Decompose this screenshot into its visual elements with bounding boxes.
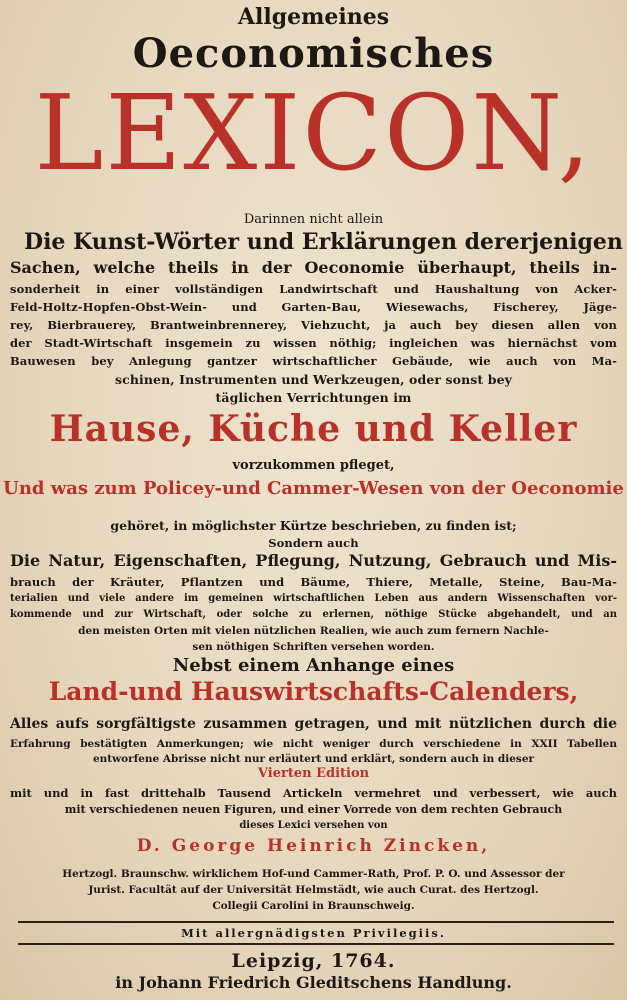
body3-line-6: kommende und zur Wirtschaft, oder solche zu erlernen, nöthige Stücke abgehandelt, und an [10,609,617,620]
title-line-oeconomisches: Oeconomisches [132,30,495,77]
nebst-line: Nebst einem Anhange eines [172,655,455,676]
divider-bottom [18,943,614,945]
body3-line-7: den meisten Orten mit vielen nützlichen Realien, wie auch zum fernern Nachle- [78,625,549,637]
body4-line-1: Alles aufs sorgfältigste zusammen getragen, und mit nützlichen durch die [10,716,617,732]
author-name: D. George Heinrich Zincken, [136,836,491,856]
author-titles-line-1: Hertzogl. Braunschw. wirklichem Hof-und Cammer-Rath, Prof. P. O. und Assessor der [62,868,565,880]
body3-line-2: Sondern auch [268,536,359,550]
body3-line-3: Die Natur, Eigenschaften, Pflegung, Nutzung, Gebrauch und Mis- [10,551,617,570]
author-titles-line-3: Collegii Carolini in Braunschweig. [212,900,415,912]
body1-line-8: schinen, Instrumenten und Werkzeugen, oder sonst bey [114,372,513,387]
body4-line-3: entworfene Abrisse nicht nur erläutert und erklärt, sondern auch in dieser [92,753,535,765]
author-titles-line-2: Jurist. Facultät auf der Universität Helmstädt, wie auch Curat. des Hertzogl. [88,884,539,896]
body1-line-9: täglichen Verrichtungen im [215,390,412,405]
body1-line-6: der Stadt-Wirtschaft insgemein zu wissen nöthig; ingleichen was hiernächst vom [10,336,617,350]
red-heading-hause-kueche-keller: Hause, Küche und Keller [49,408,578,450]
body5-line-3: dieses Lexici versehen von [239,820,388,831]
body1-line-4: Feld-Holtz-Hopfen-Obst-Wein- und Garten-Bau, Wiesewachs, Fischerey, Jäge- [10,300,617,314]
imprint-place-year: Leipzig, 1764. [231,950,396,972]
body5-line-1: mit und in fast drittehalb Tausend Artickeln vermehret und verbessert, wie auch [10,786,617,800]
body1-line-1: Die Kunst-Wörter und Erklärungen dererjenigen [24,229,623,255]
privilege-text: Mit allergnädigsten Privilegiis. [181,926,446,940]
title-line-allgemeines: Allgemeines [237,4,390,30]
body3-line-1: gehöret, in möglichster Kürtze beschrieben, zu finden ist; [110,518,517,533]
red-heading-calenders: Land-und Hauswirtschafts-Calenders, [48,677,579,706]
body5-line-2: mit verschiedenen neuen Figuren, und einer Vorrede von dem rechten Gebrauch [64,803,563,816]
body3-line-5: terialien und viele andere im gemeinen wirtschaftlichen Leben aus andern Wissenschaften vor- [10,593,617,604]
body1-line-2: Sachen, welche theils in der Oeconomie überhaupt, theils in- [10,258,617,277]
body1-line-5: rey, Bierbrauerey, Brantweinbrennerey, Viehzucht, ja auch bey diesen allen von [10,318,617,332]
imprint-publisher: in Johann Friedrich Gleditschens Handlung. [115,973,512,992]
body2-text: vorzukommen pfleget, [232,458,395,473]
body3-line-4: brauch der Kräuter, Pflantzen und Bäume, Thiere, Metalle, Steine, Bau-Ma- [10,575,617,589]
body1-line-3: sonderheit in einer vollständigen Landwirtschaft und Haushaltung von Acker- [10,282,617,296]
edition-text: Vierten Edition [257,766,370,781]
body1-line-7: Bauwesen bey Anlegung gantzer wirtschaftlicher Gebäude, wie auch von Ma- [10,354,617,368]
title-line-lexicon: LEXICON, [34,72,593,194]
divider-top [18,921,614,923]
body4-line-2: Erfahrung bestätigten Anmerkungen; wie nicht weniger durch verschiedene in XXII Tabellen [10,738,617,750]
red-heading-policey: Und was zum Policey-und Cammer-Wesen von der Oeconomie [3,478,624,499]
body3-line-8: sen nöthigen Schriften versehen worden. [192,641,435,653]
intro-text: Darinnen nicht allein [243,212,384,227]
